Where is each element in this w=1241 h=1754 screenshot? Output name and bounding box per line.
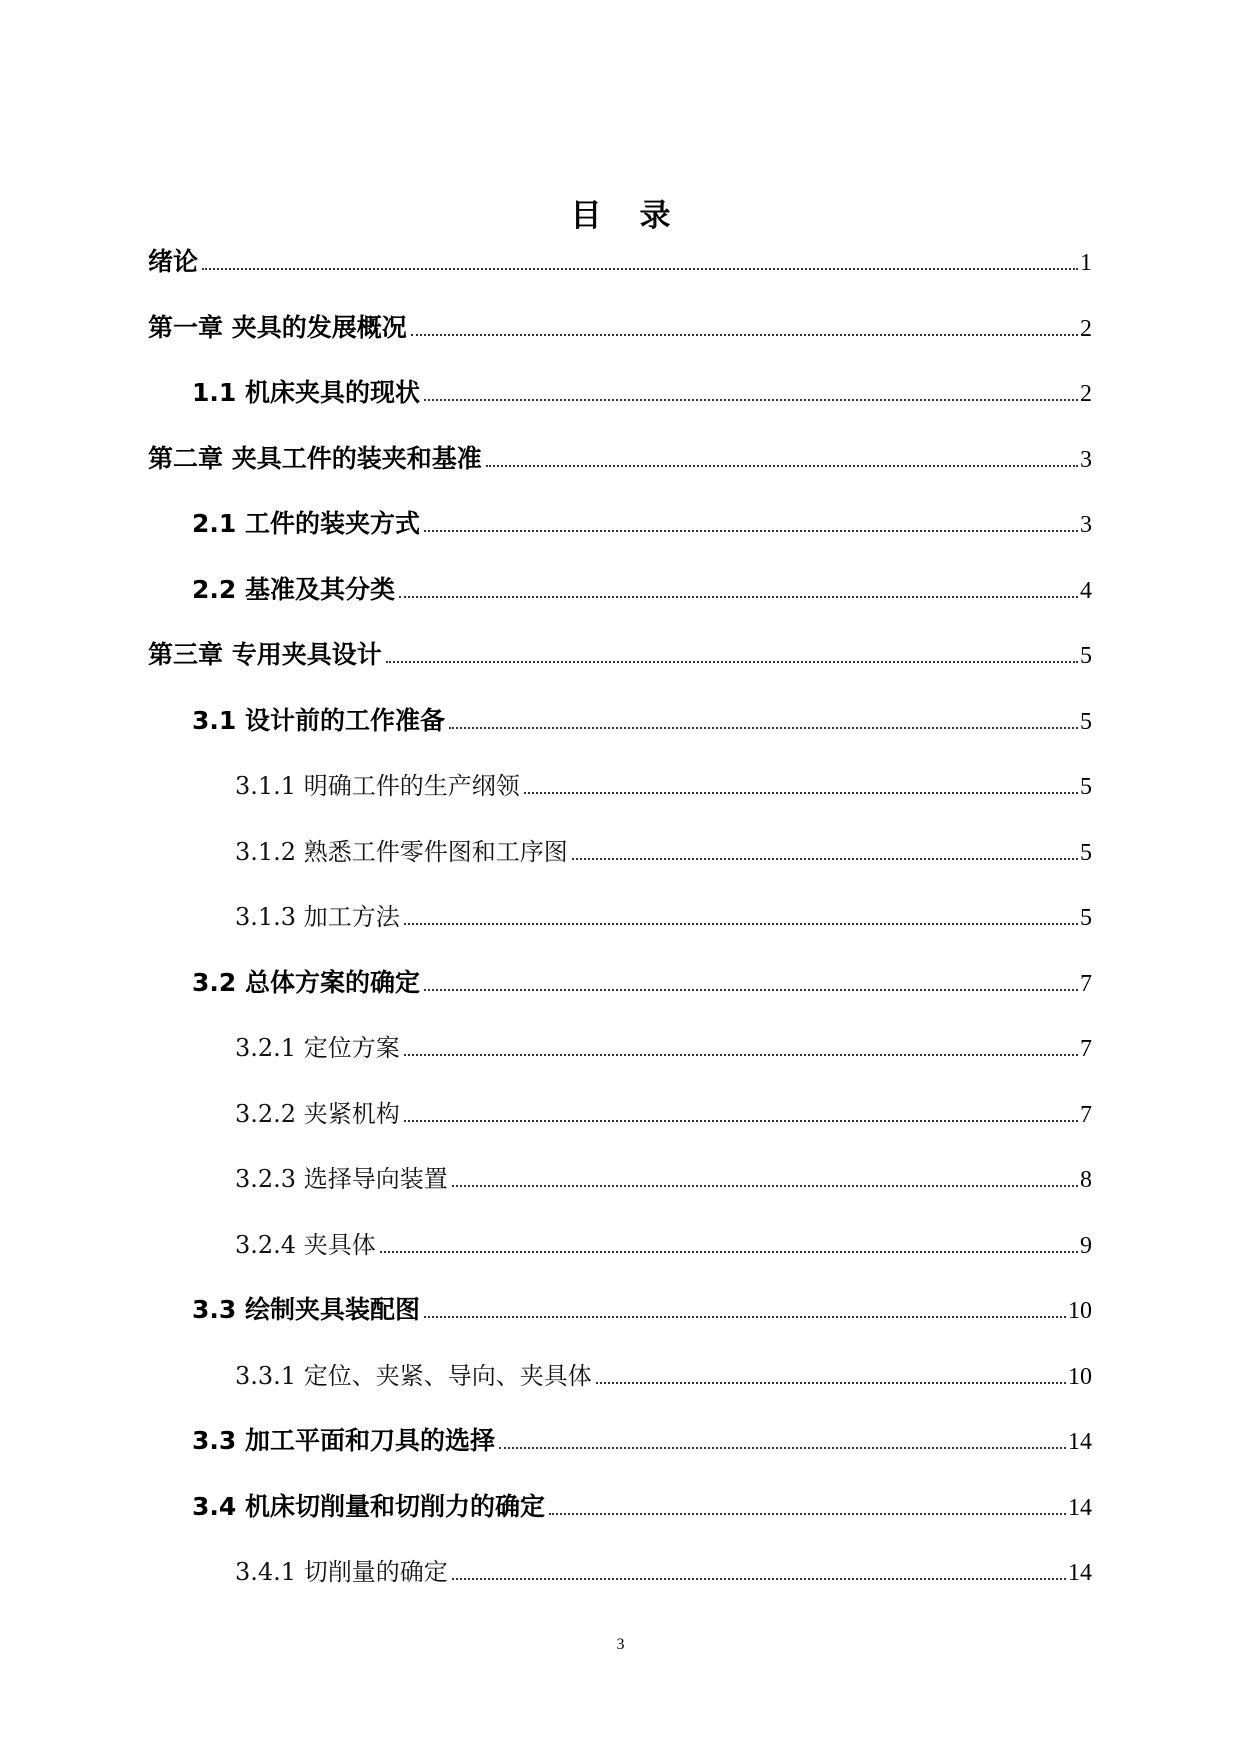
toc-entry-page: 3	[1080, 446, 1092, 473]
toc-entry[interactable]	[148, 375, 1092, 441]
dot-leader	[202, 267, 1078, 270]
dot-leader	[399, 595, 1078, 598]
toc-title: 目录	[570, 198, 709, 234]
toc-entry-page: 8	[1080, 1167, 1092, 1193]
toc-entry-label: 1.1 机床夹具的现状	[192, 378, 420, 407]
toc-entry-page: 14	[1068, 1429, 1092, 1455]
dot-leader	[380, 1250, 1078, 1253]
toc-entry-label: 3.2.4 夹具体	[235, 1230, 376, 1259]
toc-entry[interactable]	[148, 506, 1092, 572]
toc-entry-page: 14	[1068, 1560, 1092, 1586]
dot-leader	[549, 1512, 1066, 1515]
toc-entry-label: 3.1.3 加工方法	[235, 903, 400, 931]
toc-entry-page: 5	[1080, 839, 1092, 866]
toc-entry-page: 4	[1080, 577, 1092, 604]
toc-entry-label: 3.4.1 切削量的确定	[235, 1558, 448, 1586]
toc-entry[interactable]	[148, 768, 1092, 834]
toc-entry-page: 1	[1080, 250, 1092, 276]
toc-entry-label: 第三章 专用夹具设计	[148, 640, 382, 669]
dot-leader	[424, 529, 1078, 532]
toc-entry-page: 9	[1080, 1232, 1092, 1259]
toc-entry-label: 绪论	[148, 247, 199, 276]
dot-leader	[524, 791, 1078, 794]
dot-leader	[404, 1053, 1078, 1056]
dot-leader	[452, 1184, 1078, 1187]
dot-leader	[424, 988, 1078, 991]
toc-entry-page: 5	[1080, 708, 1092, 735]
dot-leader	[404, 922, 1078, 925]
toc-entry[interactable]	[148, 703, 1092, 769]
toc-entry[interactable]	[148, 1358, 1092, 1424]
toc-entry-page: 7	[1080, 970, 1092, 997]
toc-entry[interactable]	[148, 572, 1092, 638]
toc-entry[interactable]	[148, 1292, 1092, 1358]
dot-leader	[404, 1119, 1078, 1122]
toc-entry-page: 5	[1080, 905, 1092, 931]
toc-entry-label: 3.2 总体方案的确定	[192, 967, 420, 997]
toc-entry-page: 5	[1080, 643, 1092, 669]
toc-entry-page: 3	[1080, 512, 1092, 538]
toc-entry-label: 3.1.1 明确工件的生产纲领	[235, 772, 520, 800]
toc-entry[interactable]	[148, 637, 1092, 703]
toc-entry[interactable]	[148, 1554, 1092, 1620]
dot-leader	[596, 1381, 1066, 1384]
toc-entry-label: 3.1 设计前的工作准备	[192, 705, 445, 735]
toc-entry-label: 3.3 加工平面和刀具的选择	[192, 1426, 495, 1455]
toc-entry-page: 14	[1068, 1494, 1092, 1521]
toc-entry-label: 3.3.1 定位、夹紧、导向、夹具体	[235, 1361, 592, 1390]
toc-list	[148, 244, 1092, 1620]
toc-entry-label: 3.2.3 选择导向装置	[235, 1165, 448, 1193]
toc-entry-page: 2	[1080, 315, 1092, 342]
toc-entry-page: 7	[1080, 1101, 1092, 1128]
toc-entry[interactable]	[148, 1030, 1092, 1096]
toc-entry-label: 3.2.1 定位方案	[235, 1034, 400, 1062]
toc-entry-label: 3.4 机床切削量和切削力的确定	[192, 1491, 545, 1521]
toc-entry[interactable]	[148, 899, 1092, 965]
dot-leader	[424, 1315, 1066, 1318]
toc-entry-page: 10	[1068, 1363, 1092, 1390]
toc-entry[interactable]	[148, 1423, 1092, 1489]
toc-entry-page: 5	[1080, 774, 1092, 800]
dot-leader	[572, 857, 1078, 860]
toc-entry-label: 第一章 夹具的发展概况	[148, 312, 407, 342]
page-number: 3	[616, 1636, 625, 1653]
toc-entry-page: 7	[1080, 1036, 1092, 1062]
toc-entry[interactable]	[148, 1489, 1092, 1555]
toc-entry-label: 第二章 夹具工件的装夹和基准	[148, 443, 482, 473]
dot-leader	[449, 726, 1078, 729]
dot-leader	[486, 464, 1078, 467]
dot-leader	[452, 1577, 1066, 1580]
toc-entry[interactable]	[148, 834, 1092, 900]
toc-entry[interactable]	[148, 441, 1092, 507]
toc-entry-label: 2.2 基准及其分类	[192, 574, 395, 604]
dot-leader	[424, 398, 1078, 401]
toc-entry-label: 3.1.2 熟悉工件零件图和工序图	[235, 837, 568, 866]
dot-leader	[411, 333, 1078, 336]
toc-entry-page: 10	[1068, 1298, 1092, 1324]
dot-leader	[386, 660, 1078, 663]
toc-entry[interactable]	[148, 1227, 1092, 1293]
toc-entry-label: 3.2.2 夹紧机构	[235, 1099, 400, 1128]
dot-leader	[499, 1446, 1066, 1449]
toc-entry-page: 2	[1080, 381, 1092, 407]
toc-entry[interactable]	[148, 965, 1092, 1031]
toc-entry-label: 2.1 工件的装夹方式	[192, 509, 420, 538]
toc-entry-label: 3.3 绘制夹具装配图	[192, 1295, 420, 1324]
toc-entry[interactable]	[148, 310, 1092, 376]
toc-entry[interactable]	[148, 244, 1092, 310]
toc-entry[interactable]	[148, 1161, 1092, 1227]
toc-entry[interactable]	[148, 1096, 1092, 1162]
